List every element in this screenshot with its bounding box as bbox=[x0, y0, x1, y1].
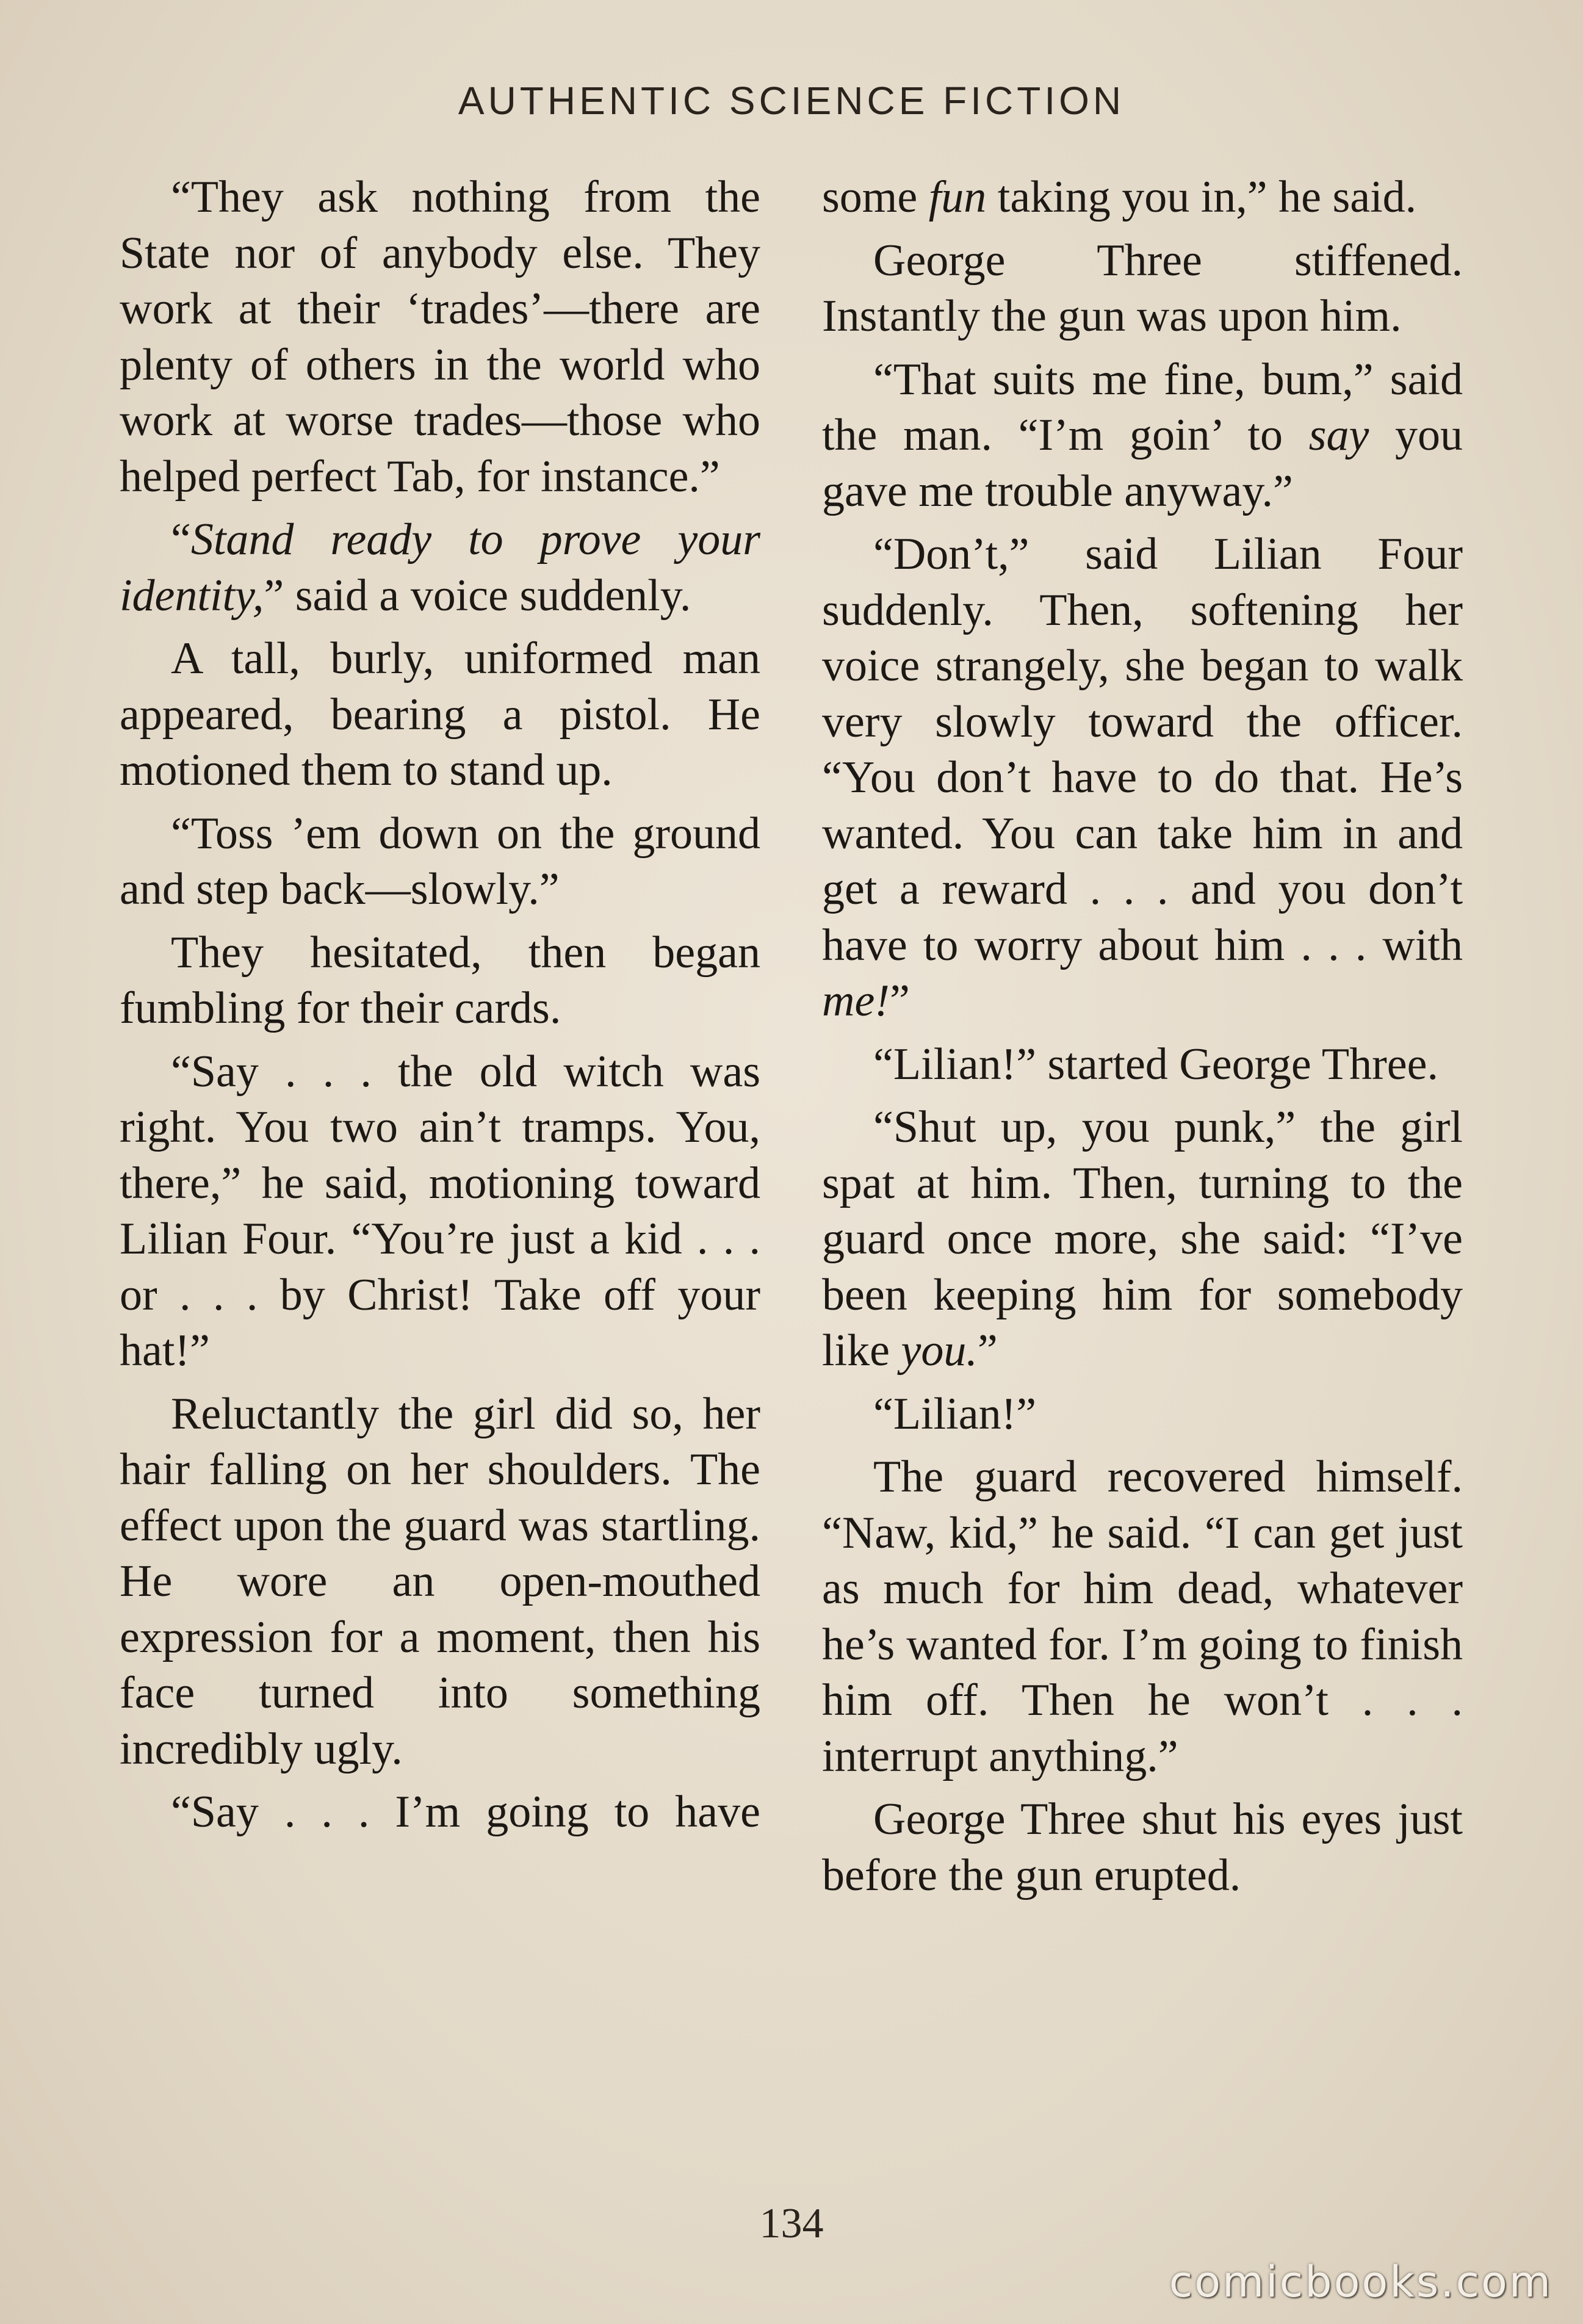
paragraph: George Three stiffened. Instantly the gun was upon him. bbox=[822, 235, 1463, 341]
paragraph: They hesitated, then began fumbling for their cards. bbox=[120, 927, 760, 1033]
paragraph bbox=[822, 527, 1463, 1030]
italic-text: say bbox=[1308, 410, 1369, 460]
left-column bbox=[120, 170, 760, 1848]
text-run: “That suits me fine, bum,” said the man. “I’m goin’ to bbox=[822, 354, 1463, 460]
italic-text: Stand ready to prove your identity, bbox=[120, 514, 760, 621]
paragraph bbox=[822, 1100, 1463, 1379]
paragraph: George Three shut his eyes just before the gun erupted. bbox=[822, 1794, 1463, 1900]
text-run: you gave me trouble anyway.” bbox=[822, 410, 1463, 516]
paragraph bbox=[120, 512, 760, 624]
paragraph: The guard recovered himself. “Naw, kid,” he said. “I can get just as much for him dead, whatever he’s wanted for. I’m going to finish him off. Then he won’t . . . interrupt anything.” bbox=[822, 1452, 1463, 1781]
right-column bbox=[822, 170, 1463, 1911]
text-run: ” bbox=[977, 1326, 998, 1376]
text-run: some bbox=[822, 172, 929, 222]
paragraph: A tall, burly, uniformed man appeared, bearing a pistol. He motioned them to stand up. bbox=[120, 633, 760, 795]
italic-text: fun bbox=[928, 172, 987, 222]
paragraph: “Toss ’em down on the ground and step back—slowly.” bbox=[120, 808, 760, 914]
running-head: AUTHENTIC SCIENCE FICTION bbox=[458, 79, 1125, 123]
paragraph: Reluctantly the girl did so, her hair falling on her shoulders. The effect upon the guard was startling. He wore an open-mouthed expression for a moment, then his face turned into something incredibly ugly. bbox=[120, 1388, 760, 1774]
italic-text: me! bbox=[822, 976, 890, 1026]
text-run: “Don’t,” said Lilian Four suddenly. Then, softening her voice strangely, she began to walk very slowly toward the officer. “You don’t have to do that. He’s wanted. You can take him in and get a reward . . . and you don’t have to worry about him . . . with bbox=[822, 529, 1463, 970]
paragraph: “They ask nothing from the State nor of anybody else. They work at their ‘trades’—there are plenty of others in the world who work at worse trades—those who helped perfect Tab, for instance.” bbox=[120, 172, 760, 502]
paragraph: “Lilian!” bbox=[873, 1388, 1037, 1439]
text-run: “Shut up, you punk,” the girl spat at him. Then, turning to the guard once more, she said: “I’ve been keeping him for somebody like bbox=[822, 1102, 1463, 1376]
paragraph bbox=[822, 352, 1463, 520]
paragraph: “Lilian!” started George Three. bbox=[873, 1039, 1438, 1089]
page-number: 134 bbox=[759, 2200, 824, 2247]
italic-text: you. bbox=[901, 1326, 978, 1376]
text-run: taking you in,” he said. bbox=[986, 172, 1417, 222]
paragraph: “Say . . . the old witch was right. You two ain’t tramps. You, there,” he said, motioning toward Lilian Four. “You’re just a kid . . . or . . . by Christ! Take off your hat!” bbox=[120, 1046, 760, 1376]
watermark-logo: comicbooks.com bbox=[1169, 2257, 1552, 2307]
paragraph: “Say . . . I’m going to have bbox=[171, 1787, 760, 1837]
text-run: ” said a voice suddenly. bbox=[264, 570, 691, 621]
paragraph bbox=[822, 170, 1463, 226]
text-run: ” bbox=[889, 976, 910, 1026]
text-run: “ bbox=[171, 514, 191, 565]
